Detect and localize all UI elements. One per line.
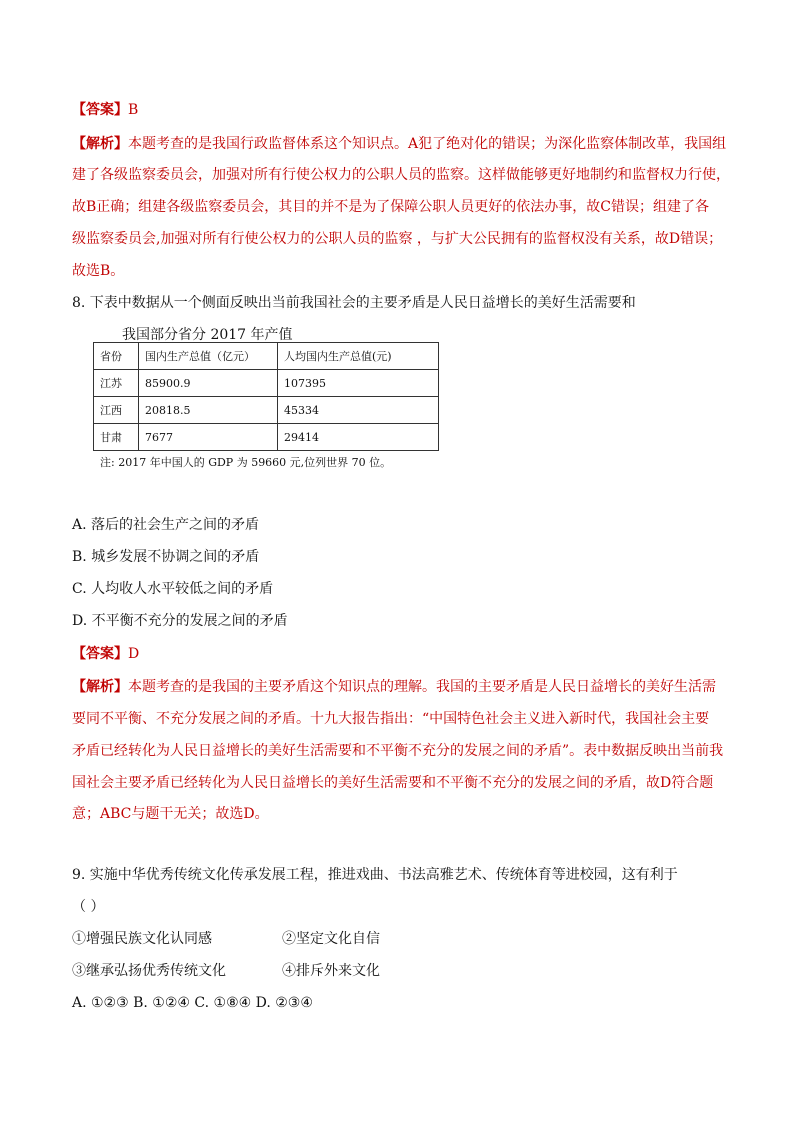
q8-table-title: 我国部分省分 2017 年产值 [122, 327, 293, 343]
q8-stem: 8. 下表中数据从一个侧面反映出当前我国社会的主要矛盾是人民日益增长的美好生活需要和 [72, 295, 636, 311]
q8-analysis-line-1: 【解析】本题考查的是我国的主要矛盾这个知识点的理解。我国的主要矛盾是人民日益增长的美好生活需 [72, 679, 716, 695]
table-row [94, 424, 439, 451]
table-cell: 7677 [139, 424, 278, 451]
q9-item-1: ①增强民族文化认同感 [72, 931, 212, 947]
q8-analysis-tag: 【解析】 [72, 679, 128, 695]
q9-item-4: ④排斥外来文化 [282, 963, 380, 979]
q7-analysis-line-5: 故选B。 [72, 263, 125, 279]
q7-answer: B [128, 102, 139, 118]
table-header-cell: 人均国内生产总值(元) [278, 343, 439, 370]
table-cell: 江苏 [94, 370, 139, 397]
q9-choices: A. ①②③ B. ①②④ C. ①⑧④ D. ②③④ [72, 995, 313, 1011]
q8-table-note: 注: 2017 年中国人的 GDP 为 59660 元,位列世界 70 位。 [100, 456, 392, 469]
table-cell: 107395 [278, 370, 439, 397]
table-cell: 29414 [278, 424, 439, 451]
q8-analysis-line-5: 意；ABC与题干无关；故选D。 [72, 806, 269, 822]
q8-option-d: D. 不平衡不充分的发展之间的矛盾 [72, 613, 288, 629]
table-header-cell: 国内生产总值（亿元） [139, 343, 278, 370]
table-row [94, 397, 439, 424]
q9-item-2: ②坚定文化自信 [282, 931, 380, 947]
table-header-cell: 省份 [94, 343, 139, 370]
q9-items-row-1 [72, 929, 380, 949]
q8-analysis-line-3: 矛盾已经转化为人民日益增长的美好生活需要和不平衡不充分的发展之间的矛盾”。表中数据反映出当前我 [72, 743, 724, 759]
q9-items-row-2 [72, 961, 380, 981]
q8-answer-line [72, 644, 139, 664]
q8-analysis-line-4: 国社会主要矛盾已经转化为人民日益增长的美好生活需要和不平衡不充分的发展之间的矛盾，故D符合题 [72, 775, 714, 791]
q9-item-3: ③继承弘扬优秀传统文化 [72, 963, 226, 979]
table-row [94, 370, 439, 397]
q8-answer: D [128, 646, 140, 662]
q7-analysis-line-3: 故B正确；组建各级监察委员会，其目的并不是为了保障公职人员更好的依法办事，故C错误；组建了各 [72, 199, 709, 215]
q7-analysis-line-2: 建了各级监察委员会，加强对所有行使公权力的公职人员的监察。这样做能够更好地制约和监督权力行使， [72, 167, 730, 183]
table-cell: 85900.9 [139, 370, 278, 397]
q9-blank: （ ） [72, 899, 105, 915]
q7-analysis-tag: 【解析】 [72, 136, 128, 152]
q8-option-c: C. 人均收人水平较低之间的矛盾 [72, 581, 274, 597]
q8-analysis-line-2: 要同不平衡、不充分发展之间的矛盾。十九大报告指出：“中国特色社会主义进入新时代，我国社会主要 [72, 711, 710, 727]
table-cell: 江西 [94, 397, 139, 424]
q7-analysis-line-1: 【解析】本题考查的是我国行政监督体系这个知识点。A犯了绝对化的错误；为深化监察体制改革，我国组 [72, 136, 727, 152]
q8-answer-tag: 【答案】 [72, 646, 128, 662]
q8-data-table [93, 342, 439, 451]
q8-option-b: B. 城乡发展不协调之间的矛盾 [72, 549, 260, 565]
table-header-row [94, 343, 439, 370]
table-cell: 甘肃 [94, 424, 139, 451]
q8-option-a: A. 落后的社会生产之间的矛盾 [72, 517, 260, 533]
table-cell: 45334 [278, 397, 439, 424]
q9-stem: 9. 实施中华优秀传统文化传承发展工程，推进戏曲、书法高雅艺术、传统体育等进校园，这有利于 [72, 867, 678, 883]
q7-answer-tag: 【答案】 [72, 102, 128, 118]
q7-analysis-line-4: 级监察委员会,加强对所有行使公权力的公职人员的监察 ，与扩大公民拥有的监督权没有关系，故D错误； [72, 231, 723, 247]
q7-answer-line [72, 100, 138, 120]
table-cell: 20818.5 [139, 397, 278, 424]
